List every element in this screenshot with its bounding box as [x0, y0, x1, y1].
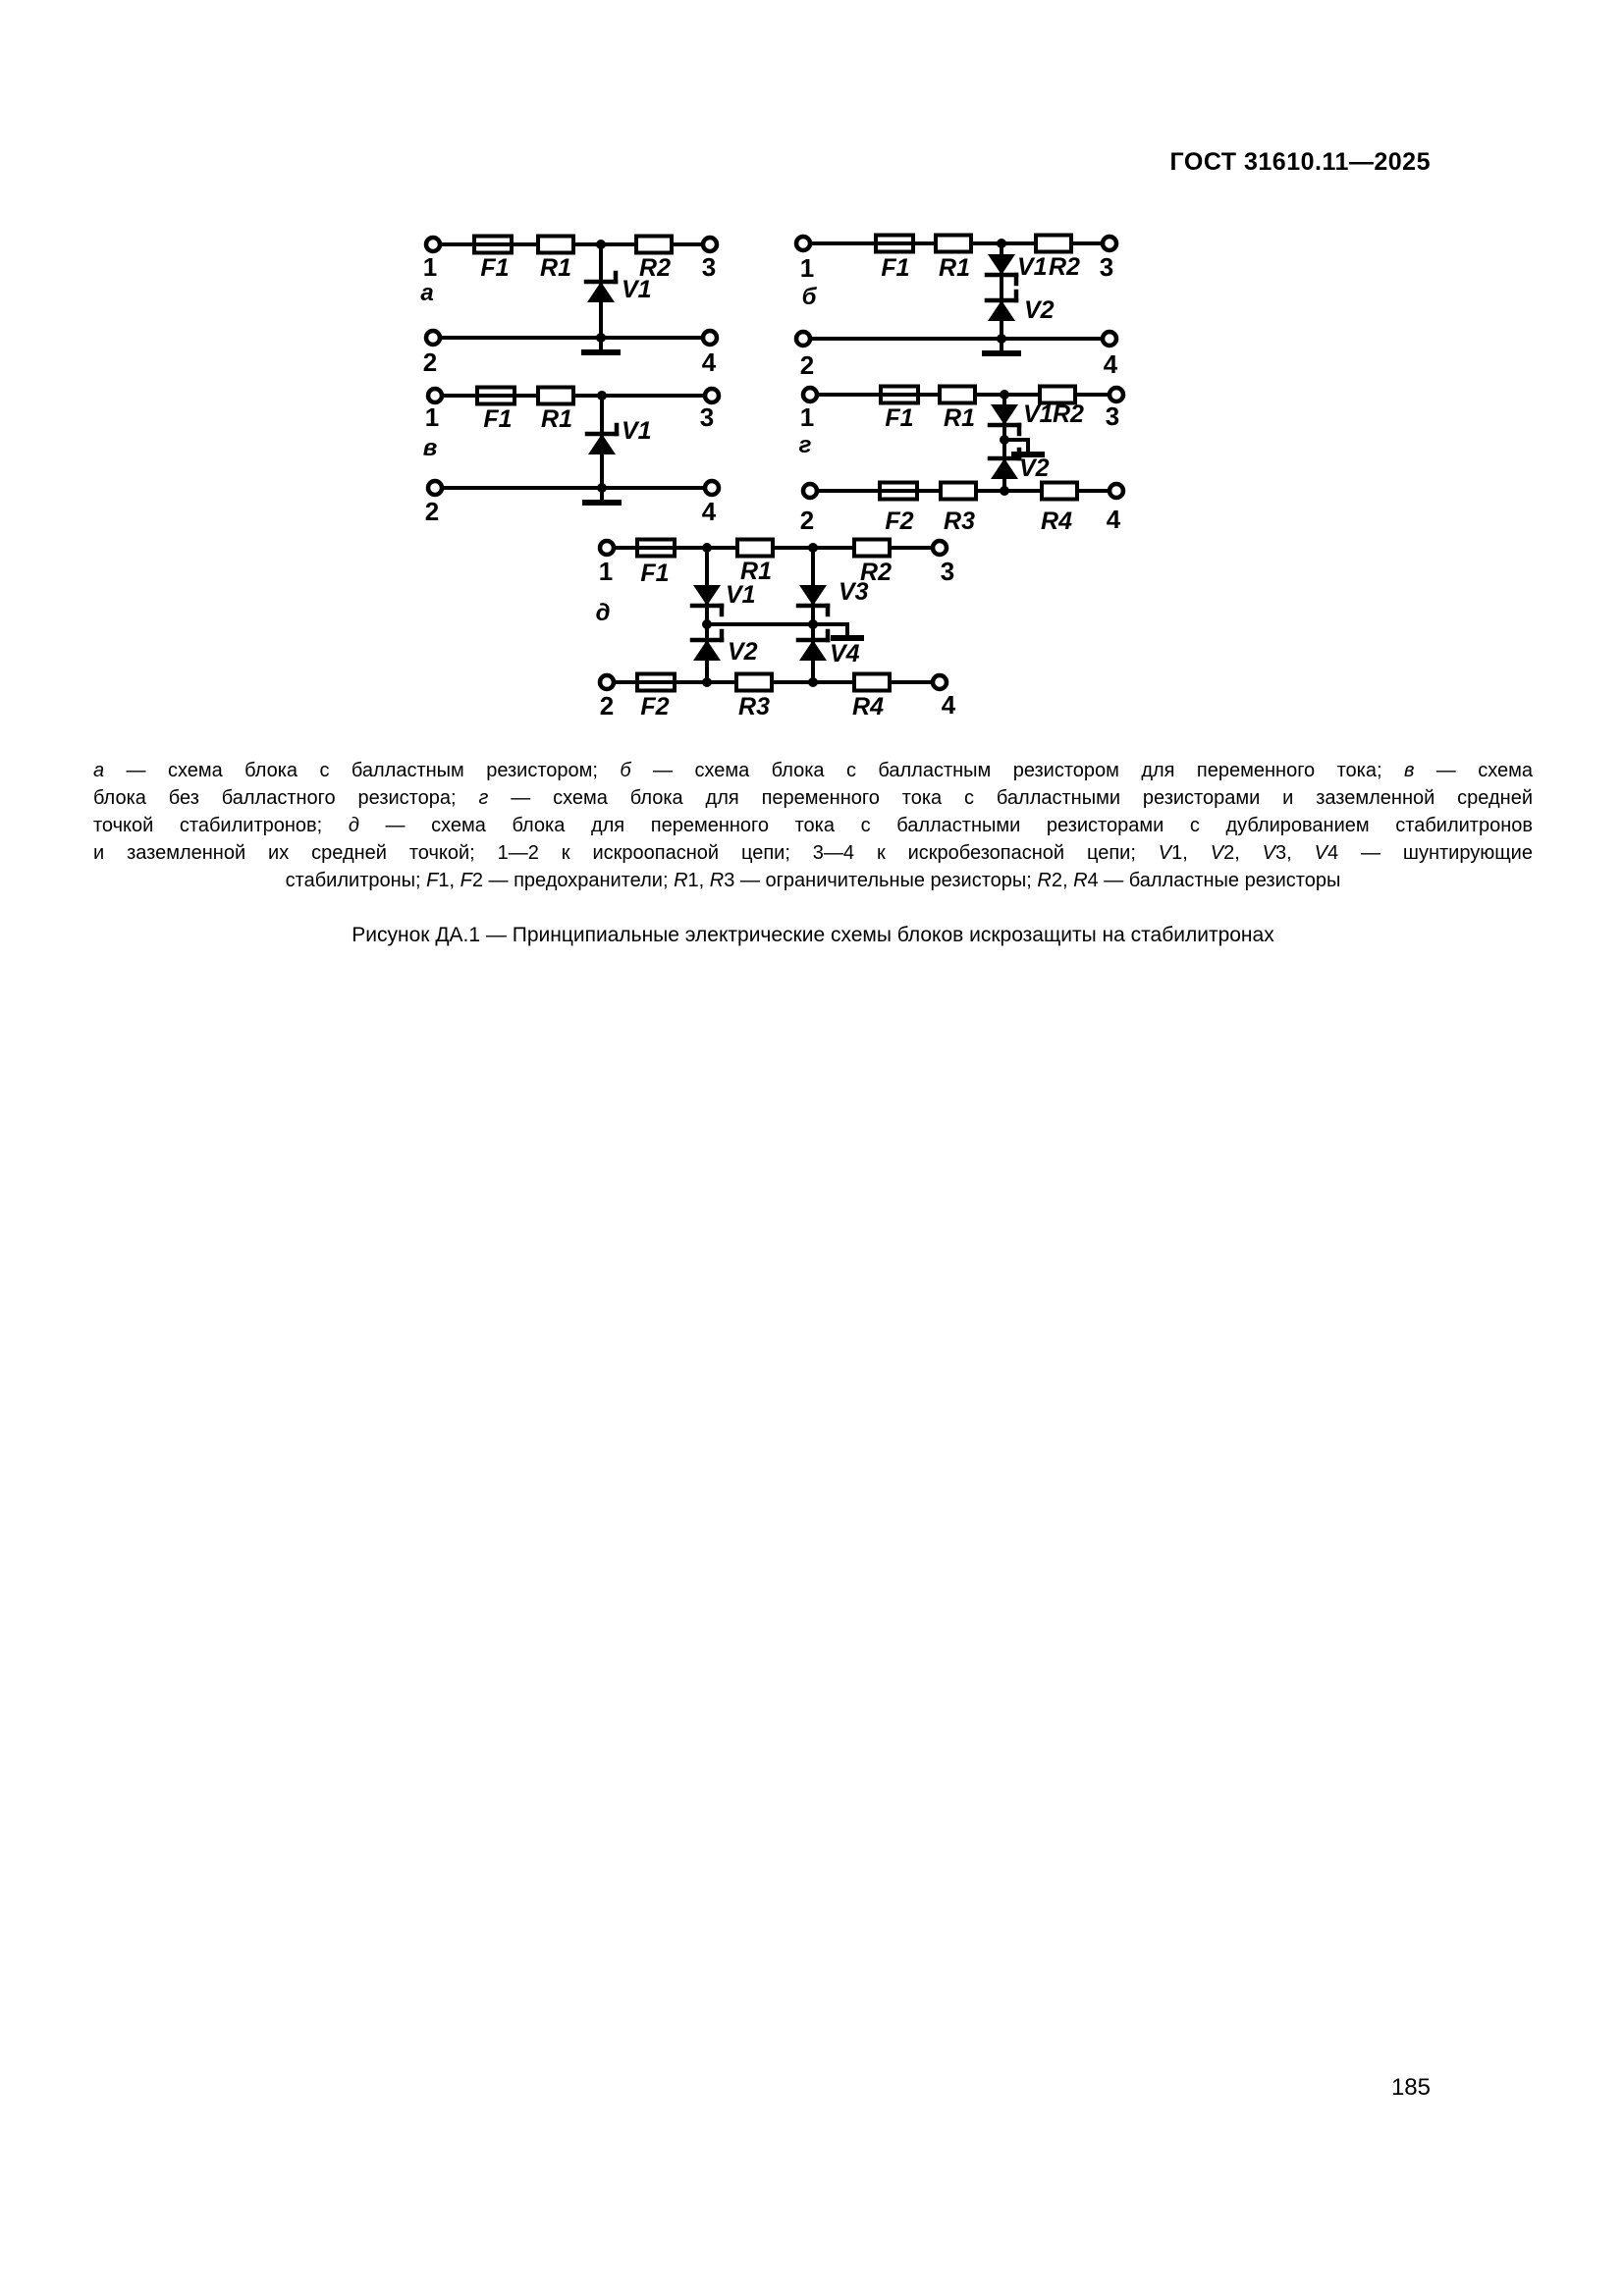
- diagram-letter: д: [595, 600, 611, 626]
- terminal-label: 1: [799, 253, 815, 283]
- caption-line: стабилитроны; F1, F2 — предохранители; R1, R3 — ограничительные резисторы; R2, R4 — балластные резисторы: [285, 870, 1341, 891]
- component-label-f1: F1: [881, 254, 910, 282]
- caption-line: а — схема блока с балластным резистором; б — схема блока с балластным резистором для переменного тока; в — схема: [93, 760, 1533, 781]
- junction-dot: [1000, 435, 1009, 445]
- resistor-symbol: [538, 388, 573, 404]
- junction-dot: [597, 391, 607, 400]
- component-label-f2: F2: [640, 693, 670, 721]
- ground-symbol: [834, 624, 861, 638]
- fuse-symbol: [632, 674, 679, 691]
- junction-dot: [808, 619, 818, 629]
- component-label-f1: F1: [640, 560, 670, 587]
- terminal-circle: [803, 388, 817, 401]
- junction-dot: [808, 543, 818, 553]
- terminal-circle: [1103, 237, 1116, 250]
- fuse-symbol: [632, 540, 679, 557]
- junction-dot: [702, 619, 712, 629]
- terminal-circle: [703, 238, 717, 251]
- resistor-symbol: [940, 387, 975, 403]
- terminal-circle: [428, 389, 442, 402]
- terminal-label: 1: [799, 402, 815, 432]
- terminal-label: 2: [799, 506, 815, 535]
- fuse-symbol: [875, 483, 922, 500]
- resistor-symbol: [737, 540, 773, 557]
- junction-dot: [808, 677, 818, 687]
- terminal-label: 3: [940, 557, 955, 586]
- resistor-symbol: [854, 540, 890, 557]
- page-number: 185: [1390, 2074, 1431, 2101]
- junction-dot: [596, 240, 606, 249]
- resistor-symbol: [1036, 236, 1071, 252]
- component-label-r2: R2: [860, 559, 892, 586]
- component-label-f1: F1: [885, 404, 914, 432]
- diagram-letter: в: [422, 435, 438, 461]
- resistor-symbol: [941, 483, 976, 500]
- terminal-circle: [705, 481, 719, 495]
- component-label-r3: R3: [944, 507, 975, 535]
- terminal-circle: [703, 331, 717, 345]
- terminal-label: 4: [701, 497, 717, 526]
- standard-number-header: ГОСТ 31610.11—2025: [1169, 148, 1431, 176]
- component-label-r2: R2: [1053, 400, 1084, 428]
- fuse-symbol: [876, 387, 923, 403]
- terminal-label: 2: [799, 350, 815, 380]
- component-label-r3: R3: [738, 693, 770, 721]
- component-label-v4: V4: [830, 640, 860, 667]
- component-label-v2: V2: [728, 638, 758, 666]
- resistor-symbol: [736, 674, 772, 691]
- figure-title: Рисунок ДА.1 — Принципиальные электрические схемы блоков искрозащиты на стабилитронах: [352, 924, 1274, 946]
- fuse-symbol: [469, 237, 516, 253]
- diagram-letter: а: [420, 280, 434, 306]
- component-label-f1: F1: [480, 254, 510, 282]
- figure-diagrams-canvas: [373, 221, 1178, 731]
- terminal-circle: [1110, 484, 1123, 498]
- resistor-symbol: [936, 236, 971, 252]
- terminal-label: 3: [1099, 252, 1114, 282]
- junction-dot: [702, 543, 712, 553]
- component-label-r4: R4: [852, 693, 884, 721]
- component-label-r1: R1: [541, 405, 572, 433]
- component-label-v1: V1: [1017, 253, 1048, 281]
- terminal-circle: [933, 541, 947, 555]
- caption-line: блока без балластного резистора; г — схема блока для переменного тока с балластными резисторами и заземленной средней: [93, 787, 1533, 809]
- circuit-diagram-g: [799, 387, 1123, 536]
- circuit-diagram-v: [423, 388, 719, 527]
- terminal-circle: [803, 484, 817, 498]
- terminal-label: 3: [701, 252, 717, 282]
- terminal-label: 4: [1106, 505, 1121, 534]
- component-label-f2: F2: [885, 507, 914, 535]
- terminal-circle: [796, 237, 810, 250]
- junction-dot: [997, 239, 1006, 248]
- component-label-v3: V3: [839, 578, 869, 606]
- terminal-circle: [600, 541, 614, 555]
- terminal-circle: [426, 238, 440, 251]
- junction-dot: [1000, 390, 1009, 400]
- component-label-r1: R1: [540, 254, 571, 282]
- component-label-v2: V2: [1019, 454, 1050, 482]
- terminal-circle: [933, 675, 947, 689]
- terminal-label: 2: [599, 691, 615, 721]
- junction-dot: [1000, 486, 1009, 496]
- fuse-symbol: [871, 236, 918, 252]
- ground-symbol: [1004, 440, 1042, 454]
- terminal-label: 1: [424, 402, 440, 432]
- terminal-circle: [796, 332, 810, 346]
- component-label-r1: R1: [939, 254, 970, 282]
- fuse-symbol: [472, 388, 519, 404]
- component-label-r4: R4: [1041, 507, 1072, 535]
- resistor-symbol: [1042, 483, 1077, 500]
- component-label-r1: R1: [740, 558, 772, 585]
- terminal-label: 4: [1103, 349, 1118, 379]
- component-label-v1: V1: [622, 417, 652, 445]
- terminal-label: 2: [424, 497, 440, 526]
- ground-symbol: [985, 339, 1018, 353]
- terminal-label: 1: [422, 252, 438, 282]
- terminal-label: 3: [699, 402, 715, 432]
- terminal-label: 4: [701, 347, 717, 377]
- terminal-label: 2: [422, 347, 438, 377]
- resistor-symbol: [636, 237, 672, 253]
- terminal-circle: [1110, 388, 1123, 401]
- component-label-v1: V1: [1023, 400, 1054, 428]
- terminal-label: 3: [1105, 401, 1120, 431]
- component-label-v1: V1: [622, 276, 652, 303]
- junction-dot: [702, 677, 712, 687]
- caption-line: точкой стабилитронов; д — схема блока для переменного тока с балластными резисторами с дублированием стабилитронов: [93, 815, 1533, 836]
- ground-symbol: [585, 488, 619, 503]
- diagram-letter: б: [801, 284, 817, 310]
- terminal-label: 4: [941, 690, 956, 720]
- diagram-letter: г: [798, 432, 812, 458]
- component-label-v2: V2: [1024, 296, 1055, 324]
- terminal-label: 1: [598, 557, 614, 586]
- terminal-circle: [600, 675, 614, 689]
- figure-caption: [93, 757, 1533, 894]
- circuit-diagram-b: [796, 236, 1118, 381]
- component-label-r2: R2: [639, 254, 671, 282]
- terminal-circle: [426, 331, 440, 345]
- terminal-circle: [1103, 332, 1116, 346]
- component-label-v1: V1: [726, 581, 756, 609]
- component-label-r2: R2: [1049, 253, 1080, 281]
- circuit-diagram-a: [420, 237, 717, 378]
- terminal-circle: [428, 481, 442, 495]
- caption-line: и заземленной их средней точкой; 1—2 к искроопасной цепи; 3—4 к искробезопасной цепи; V1, V2, V3, V4 — шунтирующие: [93, 842, 1533, 864]
- resistor-symbol: [538, 237, 573, 253]
- component-label-f1: F1: [483, 405, 513, 433]
- component-label-r1: R1: [944, 404, 975, 432]
- resistor-symbol: [854, 674, 890, 691]
- terminal-circle: [705, 389, 719, 402]
- ground-symbol: [584, 338, 618, 352]
- circuit-diagram-d: [596, 540, 956, 721]
